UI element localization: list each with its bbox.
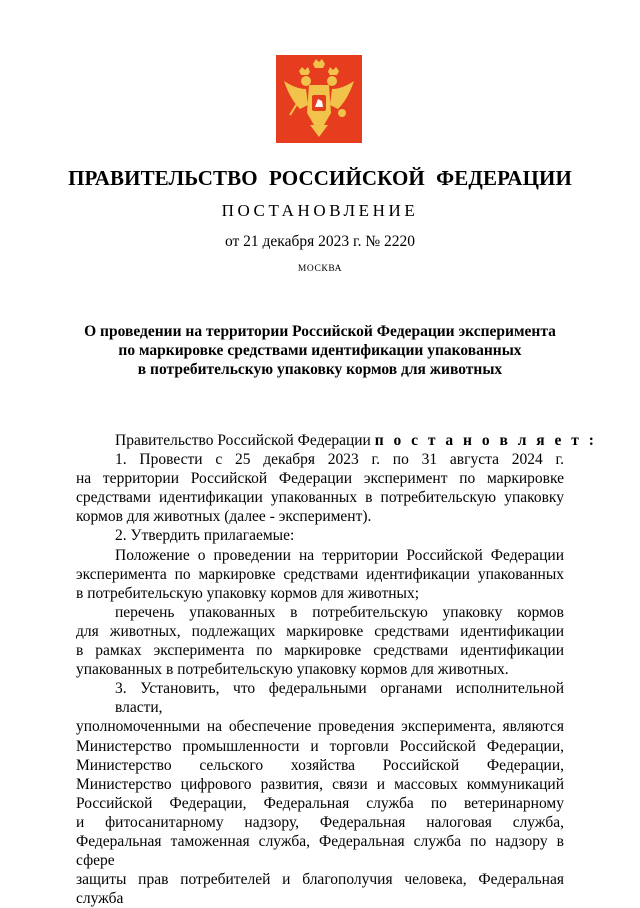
- paragraph-2a-line: Положение о проведении на территории Российской Федерации: [115, 546, 564, 564]
- document-date-number: от 21 декабря 2023 г. № 2220: [224, 233, 416, 250]
- paragraph-1-line: средствами идентификации упакованных в потребительскую упаковку: [76, 489, 564, 507]
- document-type: ПОСТАНОВЛЕНИЕ: [221, 201, 419, 220]
- paragraph-3-line: 3. Установить, что федеральными органами исполнительной власти,: [115, 680, 564, 717]
- paragraph-1-line: кормов для животных (далее - эксперимент).: [76, 508, 372, 526]
- paragraph-3-line: Министерство сельского хозяйства Российской Федерации,: [76, 756, 564, 774]
- preamble-text: Правительство Российской Федерации: [115, 432, 371, 449]
- paragraph-2b-line: упакованных в потребительскую упаковку кормов для животных.: [76, 661, 509, 679]
- heading-line: О проведении на территории Российской Федерации эксперимента: [84, 323, 556, 340]
- paragraph-2: 2. Утвердить прилагаемые:: [115, 527, 295, 545]
- paragraph-1-line: на территории Российской Федерации эксперимент по маркировке: [76, 470, 564, 488]
- paragraph-3-line: уполномоченными на обеспечение проведения эксперимента, являются: [76, 718, 564, 736]
- coat-of-arms-emblem: [276, 55, 362, 143]
- paragraph-3-line: Министерство цифрового развития, связи и массовых коммуникаций: [76, 775, 564, 793]
- paragraph-2b-line: в рамках эксперимента по маркировке средствами идентификации: [76, 642, 564, 660]
- paragraph-2a-line: эксперимента по маркировке средствами идентификации упакованных: [76, 565, 564, 583]
- paragraph-2b-line: перечень упакованных в потребительскую упаковку кормов: [115, 603, 564, 621]
- paragraph-3-line: Министерство промышленности и торговли Российской Федерации,: [76, 737, 564, 755]
- paragraph-1-line: 1. Провести с 25 декабря 2023 г. по 31 августа 2024 г.: [115, 451, 564, 469]
- heading-line: по маркировке средствами идентификации упакованных: [118, 342, 522, 359]
- heading-line: в потребительскую упаковку кормов для животных: [137, 361, 503, 378]
- preamble-verb: п о с т а н о в л я е т :: [374, 432, 597, 449]
- preamble: [76, 431, 597, 450]
- paragraph-3-line: защиты прав потребителей и благополучия человека, Федеральная служба: [76, 871, 564, 908]
- paragraph-2a-line: в потребительскую упаковку кормов для животных;: [76, 584, 420, 602]
- paragraph-3-line: и фитосанитарному надзору, Федеральная налоговая служба,: [76, 813, 564, 831]
- coat-of-arms-russia-icon: [276, 55, 362, 143]
- paragraph-3-line: Российской Федерации, Федеральная служба по ветеринарному: [76, 794, 564, 812]
- paragraph-2b-line: для животных, подлежащих маркировке средствами идентификации: [76, 622, 564, 640]
- document-heading: [60, 322, 580, 379]
- government-title: ПРАВИТЕЛЬСТВО РОССИЙСКОЙ ФЕДЕРАЦИИ: [68, 166, 572, 190]
- paragraph-3-line: Федеральная таможенная служба, Федеральная служба по надзору в сфере: [76, 832, 564, 870]
- document-body: [76, 431, 597, 908]
- document-city: МОСКВА: [297, 264, 343, 274]
